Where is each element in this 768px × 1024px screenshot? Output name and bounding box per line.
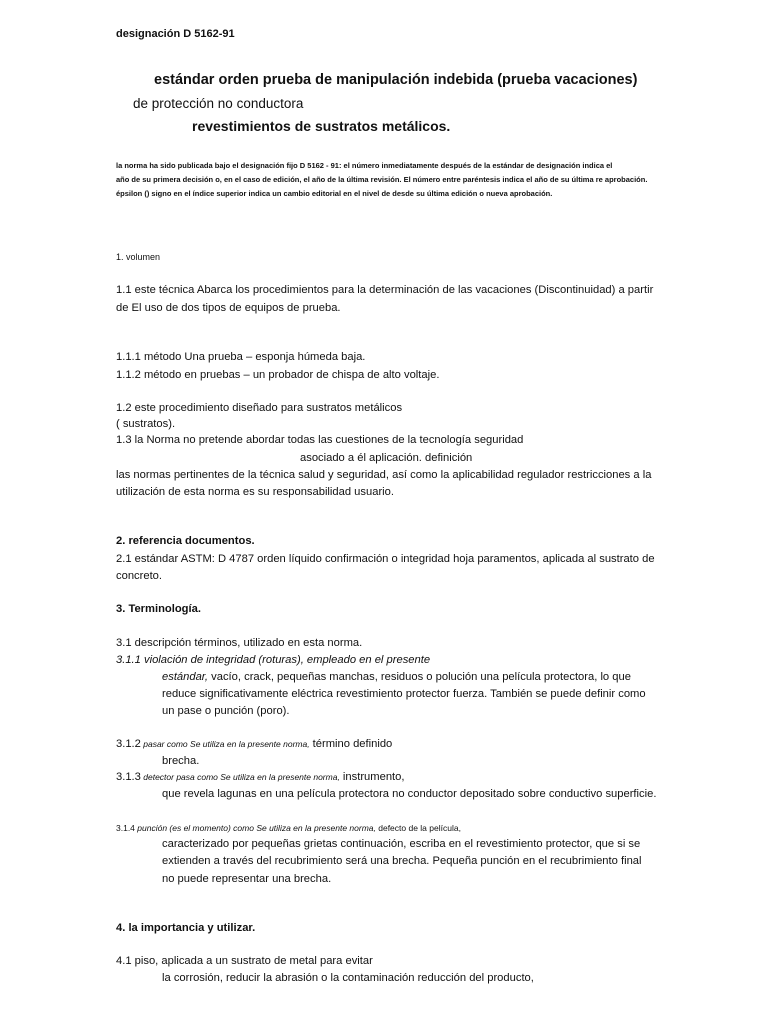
paragraph-3-1-4-line-2: caracterizado por pequeñas grietas continuación, escriba en el revestimiento protector, que si se — [162, 838, 641, 850]
paragraph-4-1-line-1: 4.1 piso, aplicada a un sustrato de metal para evitar — [116, 955, 373, 967]
title-line-3: revestimientos de sustratos metálicos. — [192, 118, 451, 134]
paragraph-1-1-1: 1.1.1 método Una prueba – esponja húmeda baja. — [116, 351, 366, 363]
clause-number: 3.1.3 — [116, 771, 141, 783]
paragraph-3-1-1-line-1: 3.1.1 violación de integridad (roturas), empleado en el presente — [116, 654, 431, 666]
notice-line-2: año de su primera decisión o, en el caso de edición, el año de la última revisión. El número entre paréntesis indica el año de su última re aprobación. — [116, 175, 648, 184]
paragraph-2-1-line-1: 2.1 estándar ASTM: D 4787 orden líquido confirmación o integridad hoja paramentos, aplicada al sustrato de — [116, 553, 655, 565]
term-italic: pasar como Se utiliza en la presente norma, — [140, 739, 310, 749]
paragraph-1-2-line-2: ( sustratos). — [116, 418, 176, 430]
clause-number: 3.1.2 — [116, 738, 141, 750]
term-definition: defecto de la película, — [375, 823, 461, 833]
paragraph-3-1-1-line-3: reduce significativamente eléctrica revestimiento protector fuerza. También se puede definir como — [162, 688, 646, 700]
paragraph-3-1-4-line-1 — [116, 823, 461, 833]
paragraph-3-1-2-line-1 — [116, 738, 392, 751]
title-line-1: estándar orden prueba de manipulación indebida (prueba vacaciones) — [154, 72, 638, 88]
paragraph-3-1-1-line-2 — [162, 671, 631, 684]
paragraph-3-1-3-line-2: que revela lagunas en una película protectora no conductor depositado sobre conductivo superficie. — [162, 788, 657, 800]
paragraph-1-3-line-2: asociado a él aplicación. definición — [300, 452, 473, 464]
section-2-heading: 2. referencia documentos. — [116, 535, 255, 547]
notice-line-1: la norma ha sido publicada bajo el designación fijo D 5162 - 91: el número inmediatamente después de la estándar de designación indica el — [116, 161, 613, 170]
term-definition: instrumento, — [339, 771, 405, 783]
section-4-heading: 4. la importancia y utilizar. — [116, 922, 256, 934]
paragraph-3-1: 3.1 descripción términos, utilizado en esta norma. — [116, 637, 363, 649]
paragraph-1-3-line-4: utilización de esta norma es su responsabilidad usuario. — [116, 486, 394, 498]
term-italic: estándar, — [162, 671, 209, 683]
paragraph-1-3-line-3: las normas pertinentes de la técnica salud y seguridad, así como la aplicabilidad regulador restricciones a la — [116, 469, 652, 481]
section-1-heading: 1. volumen — [116, 252, 161, 262]
term-italic: detector pasa como Se utiliza en la presente norma, — [140, 772, 340, 782]
paragraph-4-1-line-2: la corrosión, reducir la abrasión o la contaminación reducción del producto, — [162, 972, 534, 984]
paragraph-3-1-4-line-4: no puede representar una brecha. — [162, 873, 332, 885]
designation-label: designación D 5162-91 — [116, 28, 235, 40]
paragraph-1-3-line-1: 1.3 la Norma no pretende abordar todas las cuestiones de la tecnología seguridad — [116, 434, 524, 446]
paragraph-3-1-2-line-2: brecha. — [162, 755, 200, 767]
title-line-2: de protección no conductora — [133, 96, 304, 111]
term-italic: punción (es el momento) como Se utiliza en la presente norma, — [134, 823, 376, 833]
paragraph-1-1-2: 1.1.2 método en pruebas – un probador de chispa de alto voltaje. — [116, 369, 440, 381]
clause-number: 3.1.4 — [116, 823, 135, 833]
notice-line-3: épsilon () signo en el índice superior indica un cambio editorial en el nivel de desde su última edición o nueva aprobación. — [116, 189, 553, 198]
term-definition: vacío, crack, pequeñas manchas, residuos o polución una película protectora, lo que — [208, 671, 631, 683]
term-definition: término definido — [309, 738, 393, 750]
paragraph-3-1-4-line-3: extienden a través del recubrimiento será una brecha. Pequeña punción en el recubrimiento final — [162, 855, 642, 867]
paragraph-1-1-line-2: de El uso de dos tipos de equipos de prueba. — [116, 302, 341, 314]
paragraph-1-2-line-1: 1.2 este procedimiento diseñado para sustratos metálicos — [116, 402, 403, 414]
paragraph-3-1-1-line-4: un pase o punción (poro). — [162, 705, 290, 717]
paragraph-2-1-line-2: concreto. — [116, 570, 163, 582]
paragraph-1-1-line-1: 1.1 este técnica Abarca los procedimientos para la determinación de las vacaciones (Discontinuidad) a partir — [116, 284, 654, 296]
section-3-heading: 3. Terminología. — [116, 603, 201, 615]
paragraph-3-1-3-line-1 — [116, 771, 404, 784]
